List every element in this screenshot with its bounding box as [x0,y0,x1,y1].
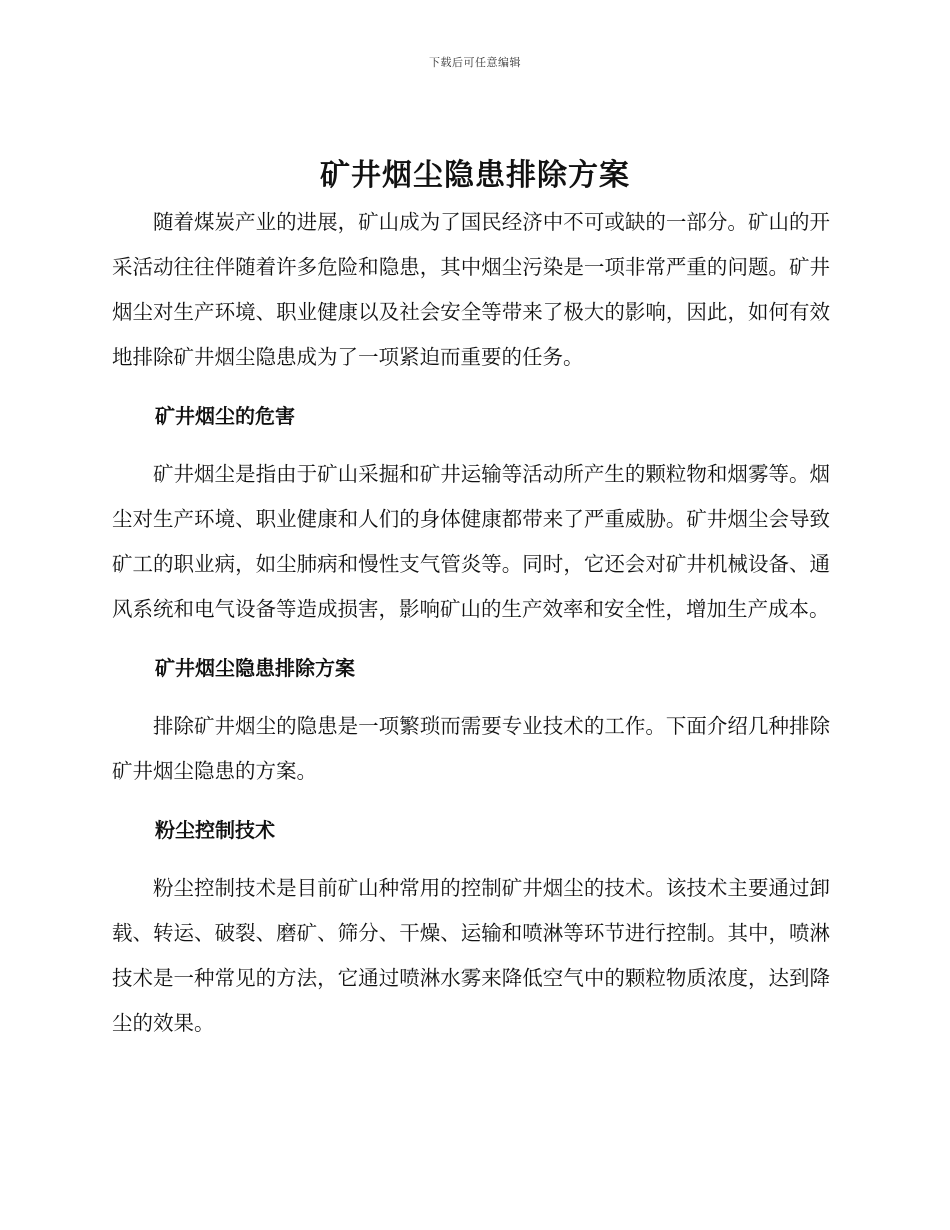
section-paragraph-hazards: 矿井烟尘是指由于矿山采掘和矿井运输等活动所产生的颗粒物和烟雾等。烟尘对生产环境、职业健康和人们的身体健康都带来了严重威胁。矿井烟尘会导致矿工的职业病，如尘肺病和慢性支气管炎等。同时，它还会对矿井机械设备、通风系统和电气设备等造成损害，影响矿山的生产效率和安全性，增加生产成本。 [112,462,830,621]
section-heading-solutions: 矿井烟尘隐患排除方案 [155,656,355,680]
section-heading-dust-control: 粉尘控制技术 [155,818,275,842]
section-paragraph-dust-control: 粉尘控制技术是目前矿山种常用的控制矿井烟尘的技术。该技术主要通过卸载、转运、破裂、磨矿、筛分、干燥、运输和喷淋等环节进行控制。其中，喷淋技术是一种常见的方法，它通过喷淋水雾来降低空气中的颗粒物质浓度，达到降尘的效果。 [112,876,830,1035]
document-body [112,200,830,1046]
section-heading-hazards: 矿井烟尘的危害 [155,404,295,428]
header-note: 下载后可任意编辑 [429,56,521,69]
intro-paragraph: 随着煤炭产业的进展，矿山成为了国民经济中不可或缺的一部分。矿山的开采活动往往伴随着许多危险和隐患，其中烟尘污染是一项非常严重的问题。矿井烟尘对生产环境、职业健康以及社会安全等带来了极大的影响，因此，如何有效地排除矿井烟尘隐患成为了一项紧迫而重要的任务。 [112,210,830,369]
section-paragraph-solutions: 排除矿井烟尘的隐患是一项繁琐而需要专业技术的工作。下面介绍几种排除矿井烟尘隐患的方案。 [112,714,830,783]
page-title: 矿井烟尘隐患排除方案 [320,158,630,193]
